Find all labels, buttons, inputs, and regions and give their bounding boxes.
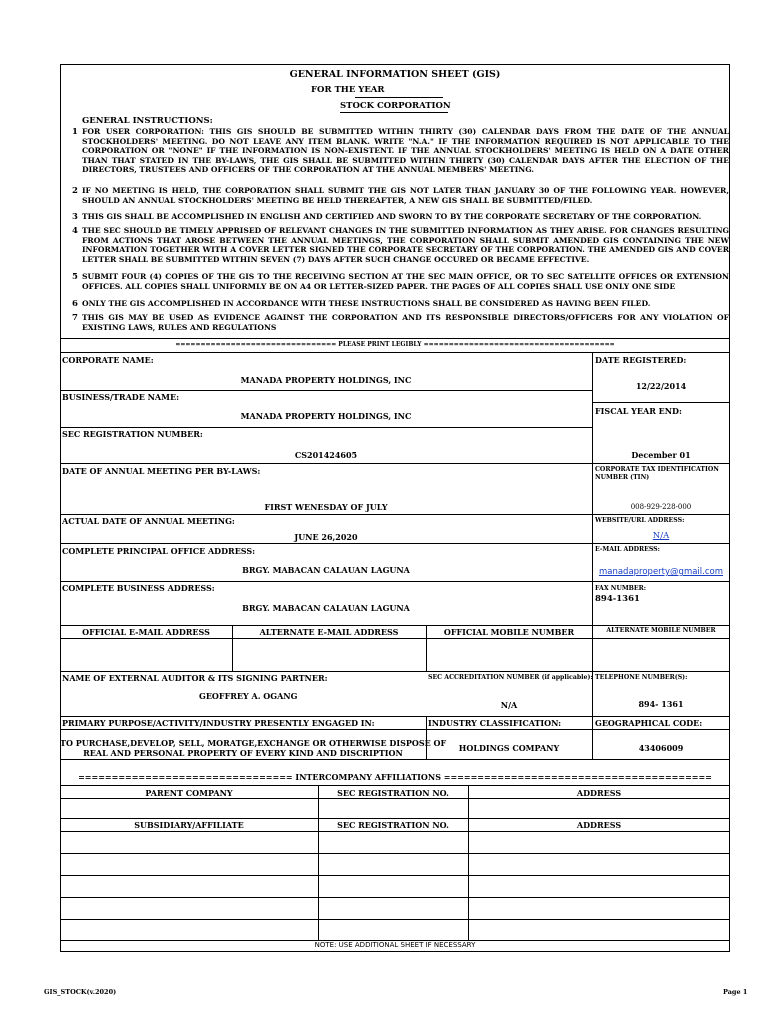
business-address-value: BRGY. MABACAN CALAUAN LAGUNA bbox=[242, 603, 410, 613]
subsidiary-address-header: ADDRESS bbox=[576, 820, 622, 830]
parent-company-header: PARENT COMPANY bbox=[145, 788, 233, 798]
instruction-number: 6 bbox=[72, 299, 78, 309]
instructions-heading: GENERAL INSTRUCTIONS: bbox=[82, 116, 213, 126]
fiscal-year-end-value: December 01 bbox=[631, 450, 691, 460]
sec-registration-value: CS201424605 bbox=[294, 450, 358, 460]
form-code: GIS_STOCK(v.2020) bbox=[44, 988, 117, 996]
divider bbox=[60, 785, 730, 786]
corporate-name-value: MANADA PROPERTY HOLDINGS, INC bbox=[240, 375, 412, 385]
actual-meeting-value: JUNE 26,2020 bbox=[294, 532, 358, 542]
divider bbox=[60, 514, 730, 515]
subsidiary-sec-header: SEC REGISTRATION NO. bbox=[337, 820, 449, 830]
divider bbox=[60, 818, 730, 819]
industry-value: HOLDINGS COMPANY bbox=[458, 743, 560, 753]
email-label: E-MAIL ADDRESS: bbox=[595, 546, 660, 553]
table-row bbox=[60, 853, 730, 854]
principal-office-label: COMPLETE PRINCIPAL OFFICE ADDRESS: bbox=[62, 546, 256, 556]
divider bbox=[60, 638, 730, 639]
divider bbox=[60, 463, 730, 464]
divider bbox=[60, 671, 730, 672]
divider bbox=[60, 759, 730, 760]
geographical-code-label: GEOGRAPHICAL CODE: bbox=[595, 718, 703, 728]
additional-sheet-note: NOTE: USE ADDITIONAL SHEET IF NECESSARY bbox=[314, 941, 476, 949]
business-name-value: MANADA PROPERTY HOLDINGS, INC bbox=[240, 411, 412, 421]
instruction-1: FOR USER CORPORATION: THIS GIS SHOULD BE SUBMITTED WITHIN THIRTY (30) CALENDAR DAYS FROM THE DATE OF THE ANNUAL STOCKHOLDERS' MEETING. DO NOT LEAVE ANY ITEM BLANK. WRITE "N.A." IF THE INFORMATION REQUIRED IS NOT APPLICABLE TO THE CORPORATION OR "NONE" IF THE INFORMATION IS NON-EXISTENT. IF THE ANNUAL STOCKHOLDERS' MEETING IS HELD ON A DATE OTHER THAN THAT STATED IN THE BY-LAWS, THE GIS SHALL BE SUBMITTED WITHIN THIRTY (30) CALENDAR DAYS AFTER THE ELECTION OF THE DIRECTORS, TRUSTEES AND OFFICERS OF THE CORPORATION AT THE ANNUAL MEMBERS' MEETING. bbox=[82, 127, 729, 175]
auditor-value: GEOFFREY A. OGANG bbox=[199, 691, 298, 701]
alternate-email-header: ALTERNATE E-MAIL ADDRESS bbox=[259, 627, 399, 637]
page-number: Page 1 bbox=[723, 988, 748, 996]
instruction-number: 5 bbox=[72, 272, 78, 282]
instruction-5: SUBMIT FOUR (4) COPIES OF THE GIS TO THE RECEIVING SECTION AT THE SEC MAIN OFFICE, OR TO SEC SATELLITE OFFICES OR EXTENSION OFFICES. ALL COPIES SHALL UNIFORMLY BE ON A4 OR LETTER-SIZED PAPER. THE PAGES OF ALL COPIES SHALL USE ONLY ONE SIDE bbox=[82, 272, 729, 291]
website-label: WEBSITE/URL ADDRESS: bbox=[595, 517, 685, 524]
divider bbox=[60, 831, 730, 832]
divider bbox=[60, 729, 730, 730]
instruction-number: 2 bbox=[72, 186, 78, 196]
purpose-label: PRIMARY PURPOSE/ACTIVITY/INDUSTRY PRESENTLY ENGAGED IN: bbox=[62, 718, 375, 728]
fiscal-year-end-label: FISCAL YEAR END: bbox=[595, 406, 682, 416]
business-address-label: COMPLETE BUSINESS ADDRESS: bbox=[62, 583, 215, 593]
divider bbox=[60, 390, 592, 391]
parent-sec-header: SEC REGISTRATION NO. bbox=[337, 788, 449, 798]
purpose-line-1: TO PURCHASE,DEVELOP, SELL, MORATGE,EXCHANGE OR OTHERWISE DISPOSE OF bbox=[60, 738, 447, 748]
divider bbox=[60, 716, 730, 717]
subsidiary-header: SUBSIDIARY/AFFILIATE bbox=[134, 820, 244, 830]
alternate-mobile-header: ALTERNATE MOBILE NUMBER bbox=[606, 627, 716, 634]
actual-meeting-label: ACTUAL DATE OF ANNUAL MEETING: bbox=[62, 516, 235, 526]
instruction-2: IF NO MEETING IS HELD, THE CORPORATION SHALL SUBMIT THE GIS NOT LATER THAN JANUARY 30 OF THE FOLLOWING YEAR. HOWEVER, SHOULD AN ANNUAL STOCKHOLDERS' MEETING BE HELD THEREAFTER, A NEW GIS SHALL BE SUBMITTED/FILED. bbox=[82, 186, 729, 205]
sec-accreditation-value: N/A bbox=[500, 700, 518, 710]
divider bbox=[60, 352, 730, 353]
print-legibly-banner: ================================ PLEASE PRINT LEGIBLY ====================================== bbox=[175, 341, 615, 348]
table-row bbox=[60, 919, 730, 920]
divider bbox=[60, 798, 730, 799]
instruction-6: ONLY THE GIS ACCOMPLISHED IN ACCORDANCE WITH THESE INSTRUCTIONS SHALL BE CONSIDERED AS HAVING BEEN FILED. bbox=[82, 299, 651, 308]
website-link[interactable]: N/A bbox=[652, 531, 670, 541]
telephone-value: 894- 1361 bbox=[638, 699, 684, 709]
email-link[interactable]: manadaproperty@gmail.com bbox=[598, 567, 724, 577]
fax-value: 894-1361 bbox=[595, 594, 640, 604]
divider bbox=[60, 625, 730, 626]
corporate-name-label: CORPORATE NAME: bbox=[62, 355, 154, 365]
annual-meeting-bylaws-label: DATE OF ANNUAL MEETING PER BY-LAWS: bbox=[62, 466, 261, 476]
instruction-number: 4 bbox=[72, 226, 78, 236]
divider bbox=[60, 581, 730, 582]
divider bbox=[592, 402, 730, 403]
instruction-number: 7 bbox=[72, 313, 78, 323]
sec-registration-label: SEC REGISTRATION NUMBER: bbox=[62, 429, 203, 439]
principal-office-value: BRGY. MABACAN CALAUAN LAGUNA bbox=[242, 565, 410, 575]
tin-value: 008-929-228-000 bbox=[630, 503, 692, 511]
tin-label: CORPORATE TAX IDENTIFICATION NUMBER (TIN) bbox=[595, 466, 719, 481]
intercompany-banner: ================================ INTERCOMPANY AFFILIATIONS ======================================== bbox=[78, 772, 712, 782]
column-divider bbox=[232, 625, 233, 671]
purpose-line-2: REAL AND PERSONAL PROPERTY OF EVERY KIND AND DISCRIPTION bbox=[83, 748, 403, 758]
form-title: GENERAL INFORMATION SHEET (GIS) bbox=[289, 69, 501, 80]
column-divider bbox=[592, 625, 593, 671]
instruction-3: THIS GIS SHALL BE ACCOMPLISHED IN ENGLISH AND CERTIFIED AND SWORN TO BY THE CORPORATE SECRETARY OF THE CORPORATION. bbox=[82, 212, 702, 221]
telephone-label: TELEPHONE NUMBER(S): bbox=[595, 674, 688, 681]
official-email-header: OFFICIAL E-MAIL ADDRESS bbox=[82, 627, 210, 637]
instruction-7: THIS GIS MAY BE USED AS EVIDENCE AGAINST THE CORPORATION AND ITS RESPONSIBLE DIRECTORS/OFFICERS FOR ANY VIOLATION OF EXISTING LAWS, RULES AND REGULATIONS bbox=[82, 313, 729, 332]
parent-address-header: ADDRESS bbox=[576, 788, 622, 798]
sec-accreditation-label: SEC ACCREDITATION NUMBER (if applicable): bbox=[428, 674, 593, 681]
table-row bbox=[60, 875, 730, 876]
business-name-label: BUSINESS/TRADE NAME: bbox=[62, 392, 180, 402]
column-divider bbox=[468, 785, 469, 940]
date-registered-value: 12/22/2014 bbox=[635, 381, 687, 391]
annual-meeting-bylaws-value: FIRST WENESDAY OF JULY bbox=[264, 502, 388, 512]
instruction-number: 1 bbox=[72, 127, 78, 137]
fax-label: FAX NUMBER: bbox=[595, 585, 647, 592]
official-mobile-header: OFFICIAL MOBILE NUMBER bbox=[443, 627, 575, 637]
industry-label: INDUSTRY CLASSIFICATION: bbox=[428, 718, 562, 728]
date-registered-label: DATE REGISTERED: bbox=[595, 355, 687, 365]
geographical-code-value: 43406009 bbox=[638, 743, 684, 753]
divider bbox=[60, 427, 592, 428]
year-underline bbox=[355, 97, 443, 98]
auditor-label: NAME OF EXTERNAL AUDITOR & ITS SIGNING PARTNER: bbox=[62, 673, 328, 683]
corporation-type: STOCK CORPORATION bbox=[340, 101, 451, 111]
divider bbox=[60, 338, 730, 339]
for-the-year-label: FOR THE YEAR bbox=[311, 85, 385, 95]
instruction-number: 3 bbox=[72, 212, 78, 222]
corporation-type-underline bbox=[340, 112, 448, 113]
column-divider bbox=[592, 352, 593, 631]
divider bbox=[60, 543, 730, 544]
column-divider bbox=[318, 785, 319, 940]
instruction-4: THE SEC SHOULD BE TIMELY APPRISED OF RELEVANT CHANGES IN THE SUBMITTED INFORMATION AS THEY ARISE. FOR CHANGES RESULTING FROM ACTIONS THAT AROSE BETWEEN THE ANNUAL MEETINGS, THE CORPORATION SHALL SUBMIT AMENDED GIS CONTAINING THE NEW INFORMATION TOGETHER WITH A COVER LETTER SIGNED THE CORPORATE SECRETARY OF THE CORPORATION. THE AMENDED GIS AND COVER LETTER SHALL BE SUBMITTED WITHIN SEVEN (7) DAYS AFTER SUCH CHANGE OCCURED OR BECAME EFFECTIVE. bbox=[82, 226, 729, 264]
table-row bbox=[60, 897, 730, 898]
column-divider bbox=[426, 625, 427, 671]
